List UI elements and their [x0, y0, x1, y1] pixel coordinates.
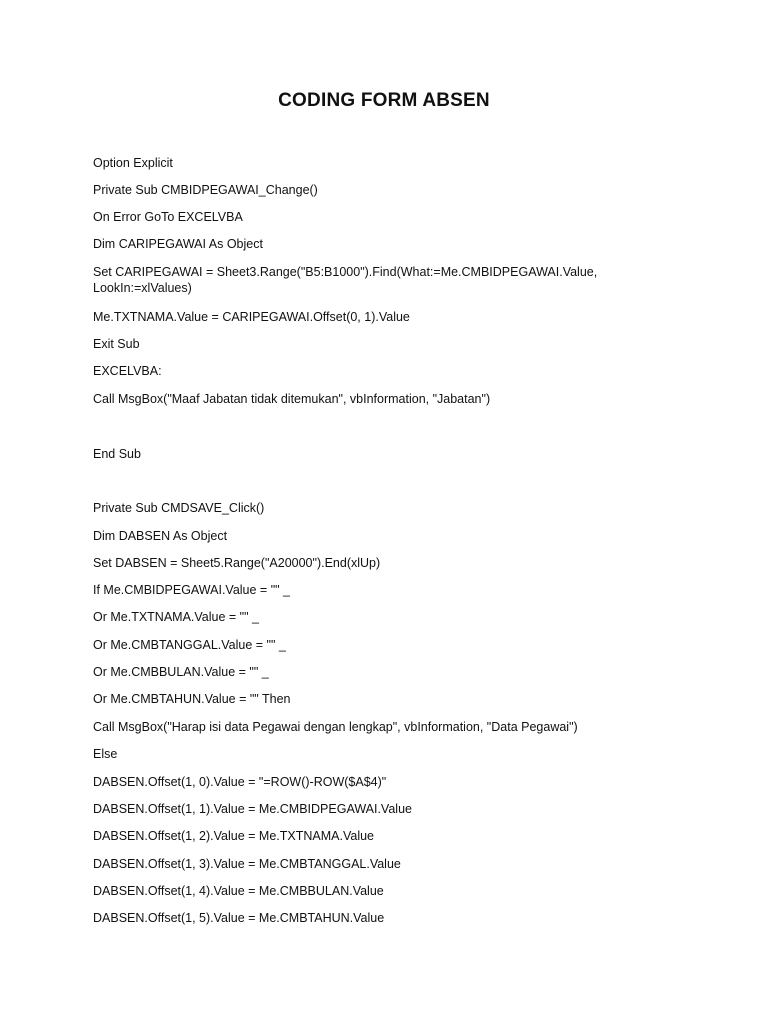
- code-line-offset-5: DABSEN.Offset(1, 5).Value = Me.CMBTAHUN.Value: [93, 911, 385, 925]
- code-line-end-sub: End Sub: [93, 447, 141, 461]
- code-line-set-caripegawai: Set CARIPEGAWAI = Sheet3.Range("B5:B1000").Find(What:=Me.CMBIDPEGAWAI.Value, LookIn:=xlValues): [93, 265, 598, 295]
- code-line-dim-caripegawai: Dim CARIPEGAWAI As Object: [93, 237, 263, 251]
- code-line-offset-0: DABSEN.Offset(1, 0).Value = "=ROW()-ROW($A$4)": [93, 775, 387, 789]
- code-line-on-error: On Error GoTo EXCELVBA: [93, 210, 243, 224]
- page-title: CODING FORM ABSEN: [278, 90, 490, 111]
- code-line-or-txtnama: Or Me.TXTNAMA.Value = "" _: [93, 610, 259, 624]
- code-line-or-tahun: Or Me.CMBTAHUN.Value = "" Then: [93, 692, 291, 706]
- code-line-offset-3: DABSEN.Offset(1, 3).Value = Me.CMBTANGGAL.Value: [93, 857, 401, 871]
- code-line-or-tanggal: Or Me.CMBTANGGAL.Value = "" _: [93, 638, 286, 652]
- code-line-option-explicit: Option Explicit: [93, 156, 173, 170]
- code-line-else: Else: [93, 747, 118, 761]
- code-line-offset-4: DABSEN.Offset(1, 4).Value = Me.CMBBULAN.Value: [93, 884, 384, 898]
- code-line-msgbox-jabatan: Call MsgBox("Maaf Jabatan tidak ditemukan", vbInformation, "Jabatan"): [93, 392, 491, 406]
- code-line-or-bulan: Or Me.CMBBULAN.Value = "" _: [93, 665, 269, 679]
- code-line-set-dabsen: Set DABSEN = Sheet5.Range("A20000").End(xlUp): [93, 556, 381, 570]
- code-line-excelvba-label: EXCELVBA:: [93, 364, 162, 378]
- code-line-sub-change: Private Sub CMBIDPEGAWAI_Change(): [93, 183, 318, 197]
- code-line-txtnama-value: Me.TXTNAMA.Value = CARIPEGAWAI.Offset(0, 1).Value: [93, 310, 410, 324]
- code-line-exit-sub: Exit Sub: [93, 337, 140, 351]
- code-line-dim-dabsen: Dim DABSEN As Object: [93, 529, 228, 543]
- code-line-offset-1: DABSEN.Offset(1, 1).Value = Me.CMBIDPEGAWAI.Value: [93, 802, 412, 816]
- code-line-msgbox-pegawai: Call MsgBox("Harap isi data Pegawai dengan lengkap", vbInformation, "Data Pegawai"): [93, 720, 578, 734]
- code-line-offset-2: DABSEN.Offset(1, 2).Value = Me.TXTNAMA.Value: [93, 829, 375, 843]
- code-line-if-idpegawai: If Me.CMBIDPEGAWAI.Value = "" _: [93, 583, 291, 597]
- code-line-sub-cmdsave: Private Sub CMDSAVE_Click(): [93, 501, 265, 515]
